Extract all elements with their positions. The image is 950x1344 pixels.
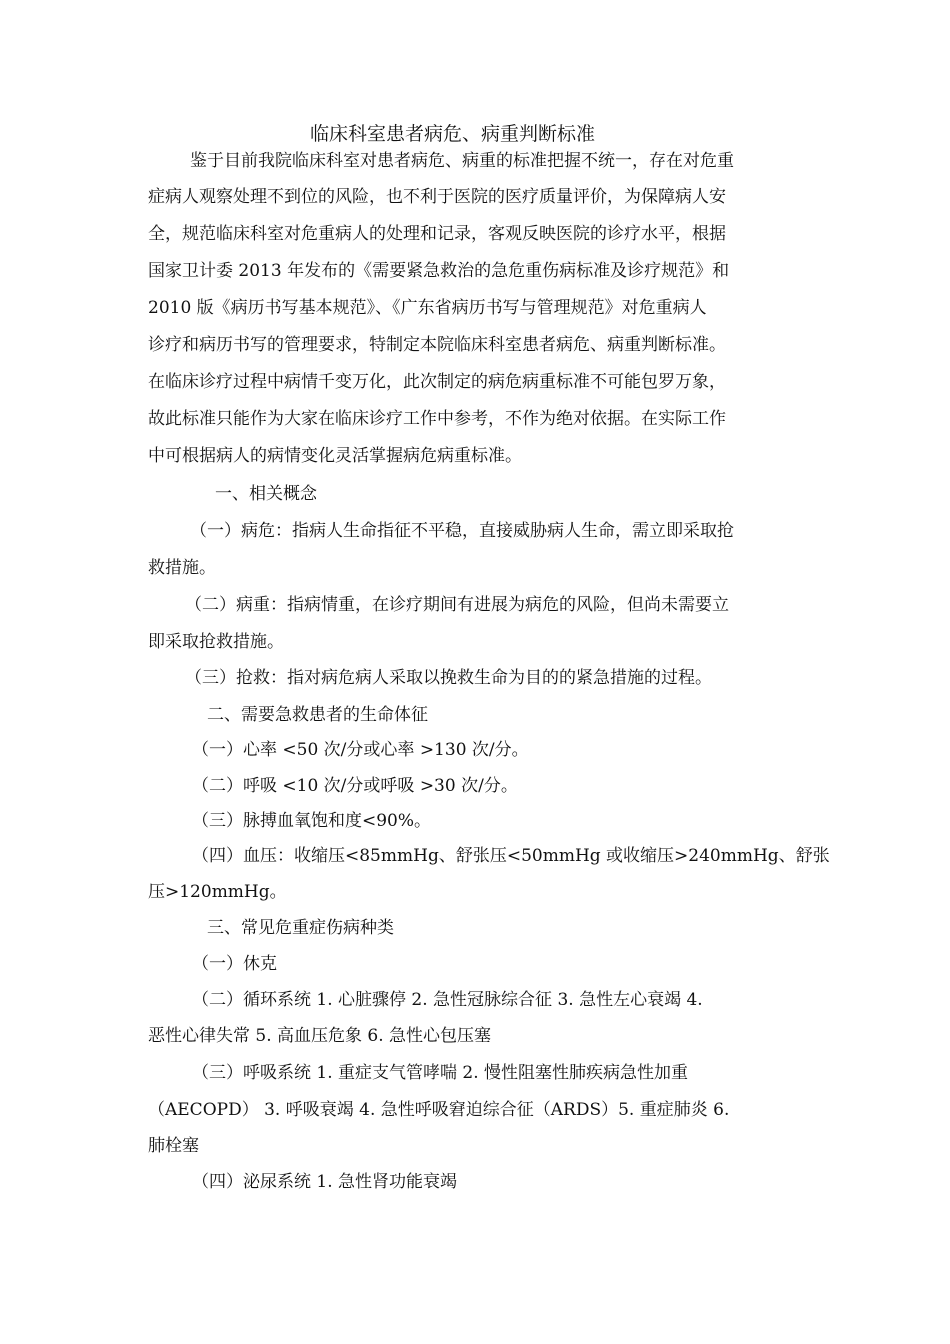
- concept-rescue: （三）抢救：指对病危病人采取以挽救生命为目的的紧急措施的过程。: [185, 668, 712, 688]
- category-shock: （一）休克: [192, 954, 277, 974]
- intro-line: 2010 版《病历书写基本规范》、《广东省病历书写与管理规范》对危重病人: [148, 298, 707, 318]
- section-1-heading: 一、相关概念: [215, 484, 317, 504]
- intro-line: 全，规范临床科室对危重病人的处理和记录，客观反映医院的诊疗水平，根据: [148, 224, 726, 244]
- concept-serious-cont: 即采取抢救措施。: [148, 632, 284, 652]
- category-circulatory: （二）循环系统 1. 心脏骤停 2. 急性冠脉综合征 3. 急性左心衰竭 4.: [192, 990, 703, 1010]
- vital-respiration: （二）呼吸 <10 次/分或呼吸 >30 次/分。: [192, 776, 518, 796]
- intro-line: 故此标准只能作为大家在临床诊疗工作中参考，不作为绝对依据。在实际工作: [148, 409, 726, 429]
- intro-line: 诊疗和病历书写的管理要求，特制定本院临床科室患者病危、病重判断标准。: [148, 335, 726, 355]
- vital-blood-pressure: （四）血压：收缩压<85mmHg、舒张压<50mmHg 或收缩压>240mmHg、舒张: [192, 846, 830, 866]
- concept-serious: （二）病重：指病情重，在诊疗期间有进展为病危的风险，但尚未需要立: [185, 595, 729, 615]
- section-2-heading: 二、需要急救患者的生命体征: [207, 705, 428, 725]
- intro-line: 中可根据病人的病情变化灵活掌握病危病重标准。: [148, 446, 522, 466]
- vital-blood-pressure-cont: 压>120mmHg。: [148, 882, 287, 902]
- category-respiratory-cont: （AECOPD） 3. 呼吸衰竭 4. 急性呼吸窘迫综合征（ARDS）5. 重症肺炎 6.: [148, 1100, 730, 1120]
- intro-line: 鉴于目前我院临床科室对患者病危、病重的标准把握不统一，存在对危重: [190, 151, 734, 171]
- vital-heart-rate: （一）心率 <50 次/分或心率 >130 次/分。: [192, 740, 529, 760]
- category-urinary: （四）泌尿系统 1. 急性肾功能衰竭: [192, 1172, 458, 1192]
- category-respiratory-cont: 肺栓塞: [148, 1136, 199, 1156]
- category-circulatory-cont: 恶性心律失常 5. 高血压危象 6. 急性心包压塞: [148, 1026, 492, 1046]
- document-title: 临床科室患者病危、病重判断标准: [310, 123, 596, 145]
- vital-spo2: （三）脉搏血氧饱和度<90%。: [192, 811, 432, 831]
- intro-line: 国家卫计委 2013 年发布的《需要紧急救治的急危重伤病标准及诊疗规范》和: [148, 261, 730, 281]
- section-3-heading: 三、常见危重症伤病种类: [207, 918, 394, 938]
- concept-critical: （一）病危：指病人生命指征不平稳，直接威胁病人生命，需立即采取抢: [190, 521, 734, 541]
- intro-line: 在临床诊疗过程中病情千变万化，此次制定的病危病重标准不可能包罗万象，: [148, 372, 726, 392]
- category-respiratory: （三）呼吸系统 1. 重症支气管哮喘 2. 慢性阻塞性肺疾病急性加重: [192, 1063, 689, 1083]
- concept-critical-cont: 救措施。: [148, 558, 216, 578]
- intro-line: 症病人观察处理不到位的风险，也不利于医院的医疗质量评价，为保障病人安: [148, 187, 726, 207]
